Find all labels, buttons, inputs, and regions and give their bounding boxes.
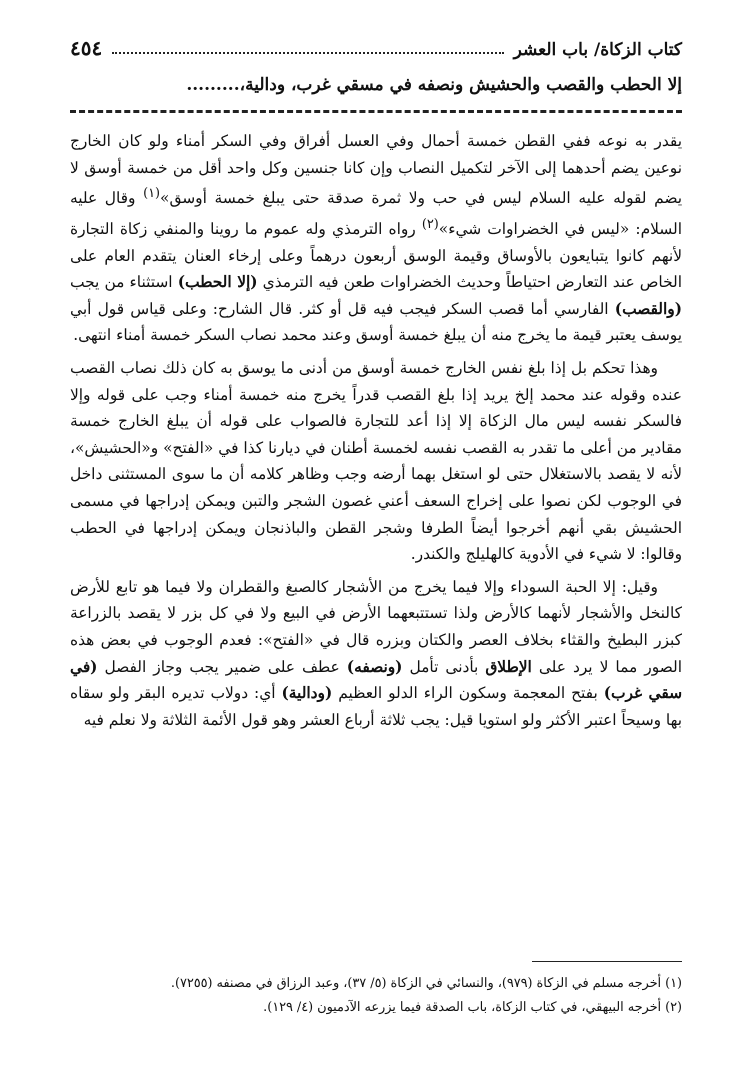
footnote-ref-2: (٢) [421, 216, 439, 232]
matn-quote: (ودالية) [281, 684, 333, 703]
matn-text: إلا الحطب والقصب والحشيش ونصفه في مسقي غرب، ودالية،......... [186, 75, 682, 95]
matn-quote: (ونصفه) [346, 657, 403, 676]
matn-quote: (والقصب) [614, 299, 682, 318]
footnote-ref-1: (١) [143, 186, 161, 202]
footnotes [70, 972, 682, 1020]
paragraph-2: وهذا تحكم بل إذا بلغ نفس الخارج خمسة أوسق من أدنى ما يوسق به كان ذلك نصاب القصب عنده وقوله عند محمد إلخ يريد إذا بلغ القصب قدراً يخرج منه خمسة أمناء وجب على قوله وإلا فالسكر نفسه ليس مال الزكاة إلا إذا أعد للتجارة فالصواب على قوله أن يبلغ الخارج خمسة مقادير من أعلى ما تقدر به القصب نفسه لخمسة أطنان في ديارنا كذا في «الفتح» و«الحشيش»، لأنه لا يقصد بالاستغلال حتى لو استغل بهما أرضه وجب وظاهر كلامه أن ما سوى المستثنى داخل في الوجوب لكن نصوا على إخراج السعف أعني غصون الشجر والتبن ويمكن إدراجها في مسمى الحشيش بقي أنهم أخرجوا أيضاً الطرفا وشجر القطن والباذنجان ويمكن إدراجها في الحطب وقالوا: لا شيء في الأدوية كالهليلج والكندر. [70, 359, 682, 564]
footnote-rule [532, 961, 682, 962]
book-title: كتاب الزكاة/ باب العشر [513, 40, 682, 60]
header-dotted-leader [112, 52, 503, 54]
page-number: ٤٥٤ [70, 36, 103, 60]
running-header [70, 34, 682, 60]
footnote-1: (١) أخرجه مسلم في الزكاة (٩٧٩)، والنسائي في الزكاة (٥/ ٣٧)، وعبد الرزاق في مصنفه (٧٢٥٥). [170, 976, 682, 991]
paragraph-3: وقيل: إلا الحبة السوداء وإلا فيما يخرج من الأشجار كالصبغ والقطران ولا فيما هو تابع للأرض كالنخل والأشجار لأنهما كالأرض ولذا تستتبعهما الأرض في البيع ولا في كل بزر لا يقصد بالزراعة كبزر البطيخ والقثاء بخلاف العصر والكتان وبزره قال في «الفتح»: فعدم الوجوب في بعض هذه الصور مما لا يرد على الإطلاق بأدنى تأمل (ونصفه) عطف على ضمير يجب وجاز الفصل (في سقي غرب) بفتح المعجمة وسكون الراء الدلو العظيم (ودالية) أي: دولاب تديره البقر ولو سقاه بها وسيحاً اعتبر الأكثر ولو استويا قيل: يجب ثلاثة أرباع العشر وهو قول الأئمة الثلاثة ولا نعلم فيه [70, 577, 682, 729]
commentary-body [70, 128, 682, 733]
matn-separator [70, 110, 682, 113]
paragraph-1: يقدر به نوعه ففي القطن خمسة أحمال وفي العسل أفراق وفي السكر أمناء ولو كان الخارج نوعين يضم أحدهما إلى الآخر لتكميل النصاب وإن كانا جنسين وكل واحد أقل من خمسة أوسق لا يضم لقوله عليه السلام ليس في حب ولا ثمرة صدقة حتى يبلغ خمسة أوسق»$^{(١)}$ وقال عليه السلام: «ليس في الخضراوات شيء»$^{(٢)}$ رواه الترمذي وله عموم ما روينا والمنفي زكاة التجارة لأنهم كانوا يتبايعون بالأوساق وقيمة الوسق أربعون درهماً وعلى إرخاء العنان يتقدم العام على الخاص عند التعارض احتياطاً وحديث الخضراوات طعن فيه الترمذي (إلا الحطب) استثناء من يجب (والقصب) الفارسي أما قصب السكر فيجب فيه قل أو كثر. قال الشارح: وعلى قياس قول أبي يوسف يعتبر قيمة ما يخرج منه أن يبلغ خمسة أوسق وعند محمد نصاب السكر خمسة أمناء انتهى. [70, 132, 682, 345]
matn-quote: (في سقي غرب) [70, 657, 682, 703]
matn-quote: (إلا الحطب) [177, 273, 258, 292]
matn-quote: الإطلاق [485, 657, 532, 676]
footnote-2: (٢) أخرجه البيهقي، في كتاب الزكاة، باب الصدقة فيما يزرعه الآدميون (٤/ ١٢٩). [263, 1000, 682, 1015]
